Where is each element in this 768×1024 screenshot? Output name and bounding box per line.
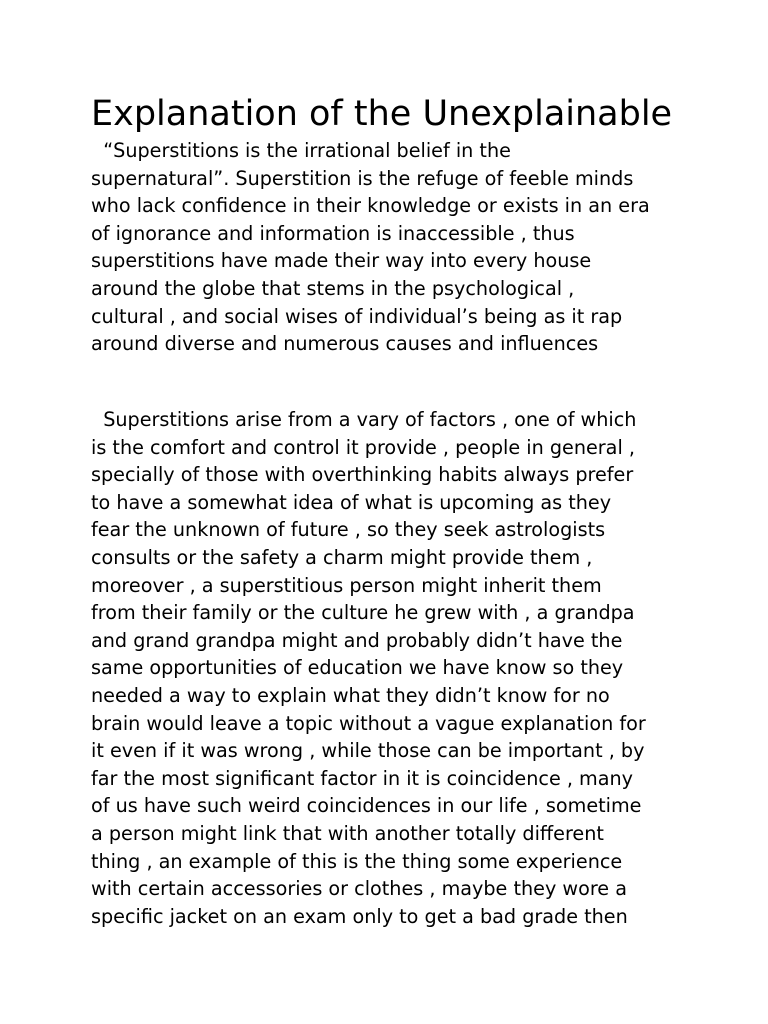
text-line: thing , an example of this is the thing some experience xyxy=(91,849,623,873)
text-line: far the most significant factor in it is coincidence , many xyxy=(91,766,634,790)
text-line: from their family or the culture he grew with , a grandpa xyxy=(91,601,635,625)
text-line: moreover , a superstitious person might inherit them xyxy=(91,573,602,597)
text-line: supernatural”. Superstition is the refuge of feeble minds xyxy=(91,166,634,190)
text-line: specially of those with overthinking habits always prefer xyxy=(91,463,634,487)
text-line: “Superstitions is the irrational belief in the xyxy=(91,139,511,162)
text-line: it even if it was wrong , while those can be important , by xyxy=(91,739,645,763)
text-line: cultural , and social wises of individual’s being as it rap xyxy=(91,304,623,328)
text-line: is the comfort and control it provide , people in general , xyxy=(91,435,635,459)
text-line: to have a somewhat idea of what is upcoming as they xyxy=(91,490,612,514)
text-line: needed a way to explain what they didn’t know for no xyxy=(91,683,610,707)
text-line: of us have such weird coincidences in our life , sometime xyxy=(91,794,642,818)
text-line: who lack confidence in their knowledge or exists in an era xyxy=(91,194,650,218)
document-title: Explanation of the Unexplainable xyxy=(91,94,673,134)
text-line: superstitions have made their way into every house xyxy=(91,249,592,273)
text-line: fear the unknown of future , so they seek astrologists xyxy=(91,518,606,542)
text-line: a person might link that with another totally different xyxy=(91,821,604,845)
text-line: consults or the safety a charm might provide them , xyxy=(91,545,593,569)
text-line: around diverse and numerous causes and influences xyxy=(91,332,599,356)
text-line: with certain accessories or clothes , maybe they wore a xyxy=(91,877,627,901)
text-line: same opportunities of education we have know so they xyxy=(91,656,624,680)
text-line: and grand grandpa might and probably didn’t have the xyxy=(91,628,623,652)
paragraph-factors xyxy=(91,406,691,930)
text-line: specific jacket on an exam only to get a bad grade then xyxy=(91,904,628,928)
paragraph-intro xyxy=(91,137,691,358)
text-line: around the globe that stems in the psychological , xyxy=(91,276,575,300)
text-line: Superstitions arise from a vary of factors , one of which xyxy=(91,408,637,431)
text-line: of ignorance and information is inaccessible , thus xyxy=(91,221,575,245)
text-line: brain would leave a topic without a vague explanation for xyxy=(91,711,646,735)
